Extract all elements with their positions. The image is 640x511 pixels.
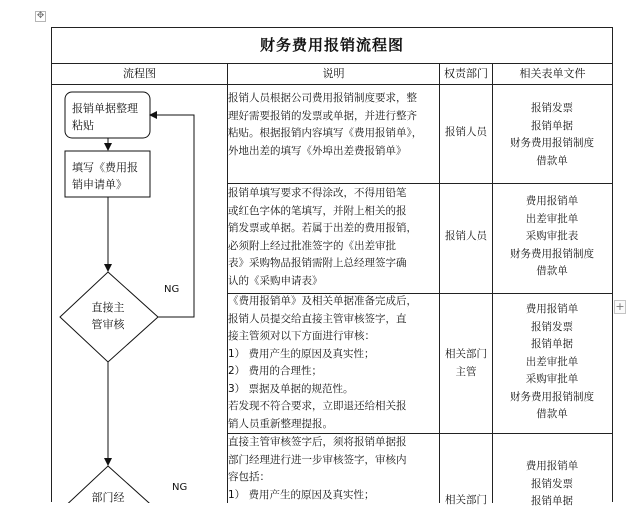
header-description: 说明 [322,67,345,80]
form-item: 报销发票 [531,102,573,114]
desc-line: 若发现不符合要求，立即退还给相关报 [228,400,407,412]
desc-line: 2） 费用的合理性； [228,365,323,377]
form-item: 借款单 [536,154,568,167]
desc-line: 报销单填写要求不得涂改，不得用铅笔 [228,187,407,199]
flow-step-4-line-1: 部门经 [91,491,125,503]
process-table [51,27,613,507]
desc-line: 表》采购物品报销需附上总经理签字确 [228,257,407,269]
form-item: 财务费用报销制度 [510,137,594,149]
row-1-description [228,90,438,160]
form-item: 采购审批表 [525,230,579,242]
flow-ng-label-2: NG [172,482,188,493]
form-item: 财务费用报销制度 [510,247,594,260]
form-item: 出差审批单 [525,355,579,368]
form-item: 报销发票 [531,477,573,490]
row-4-description [228,434,438,504]
row-3-forms [493,301,611,424]
desc-line: 1） 费用产生的原因及真实性； [228,347,375,360]
desc-line: 3） 票据及单据的规范性。 [228,382,354,395]
desc-line: 销发票或单据。若属于出差的费用报销， [228,222,417,234]
flow-step-2-line-1: 填写《费用报 [72,161,138,174]
flow-step-1-line-1: 报销单据整理 [72,102,138,115]
desc-line: 《费用报销单》及相关单据准备完成后， [228,295,417,307]
desc-line: 必须附上经过批准签字的《出差审批 [228,239,396,252]
table-move-handle[interactable] [35,11,46,22]
grid-line [227,183,612,184]
desc-line: 部门经理进行进一步审核签字，审核内 [228,453,407,466]
row-1-forms [493,100,611,170]
desc-line: 粘贴。根据报销内容填写《费用报销单》， [228,127,423,139]
move-icon: ✥ [36,11,45,21]
row-1-department [440,124,492,142]
desc-line: 理好需要报销的发票或单据，并进行整齐 [228,109,417,122]
form-item: 费用报销单 [525,195,579,207]
row-2-forms [493,193,611,281]
desc-line: 销人员重新整理提报。 [228,417,333,430]
row-4-department [440,492,492,510]
dept-line: 报销人员 [445,230,487,242]
form-item: 报销单据 [531,119,573,132]
flow-step-3-line-1: 直接主 [91,301,125,314]
form-item: 借款单 [536,265,568,277]
header-flowchart: 流程图 [123,67,156,80]
row-3-department [440,346,492,381]
dept-line: 主管 [455,365,477,378]
document-title: 财务费用报销流程图 [259,36,404,54]
form-item: 出差审批单 [525,212,579,225]
desc-line: 直接主管审核签字后，须将报销单据报 [228,436,407,448]
flow-step-3-line-2: 管审核 [91,318,125,331]
dept-line: 报销人员 [445,126,487,138]
desc-line: 接主管须对以下方面进行审核： [228,330,375,342]
form-item: 报销单据 [531,338,573,350]
dept-line: 相关部门 [445,348,487,360]
flow-step-1-line-2: 粘贴 [72,119,94,132]
form-item: 费用报销单 [525,303,579,315]
desc-line: 外地出差的填写《外埠出差费报销单》 [228,144,407,157]
header-department: 权责部门 [444,67,488,80]
desc-line: 1） 费用产生的原因及真实性； [228,488,375,501]
row-2-department [440,228,492,246]
desc-line: 容包括： [228,471,270,483]
desc-line: 或红色字体的笔填写，并附上相关的报 [228,204,407,217]
form-item: 财务费用报销制度 [510,390,594,403]
header-forms: 相关表单文件 [519,67,586,80]
form-item: 费用报销单 [525,460,579,472]
form-item: 采购审批单 [525,373,579,385]
row-2-description [228,185,438,290]
add-column-button[interactable]: + [615,300,625,313]
desc-line: 报销人员提交给直接主管审核签字，直 [228,312,407,325]
desc-line: 报销人员根据公司费用报销制度要求，整 [228,92,417,104]
flowchart [52,28,228,503]
row-4-forms [493,458,611,511]
row-3-description [228,293,438,433]
desc-line: 认的《采购申请表》 [228,274,323,287]
flow-step-2-line-2: 销申请单》 [72,178,127,191]
form-item: 借款单 [536,408,568,420]
flow-decision-diamond [60,272,158,362]
dept-line: 相关部门 [445,494,487,506]
flow-ng-label-1: NG [164,284,180,295]
form-item: 报销发票 [531,320,573,333]
form-item: 报销单据 [531,495,573,507]
